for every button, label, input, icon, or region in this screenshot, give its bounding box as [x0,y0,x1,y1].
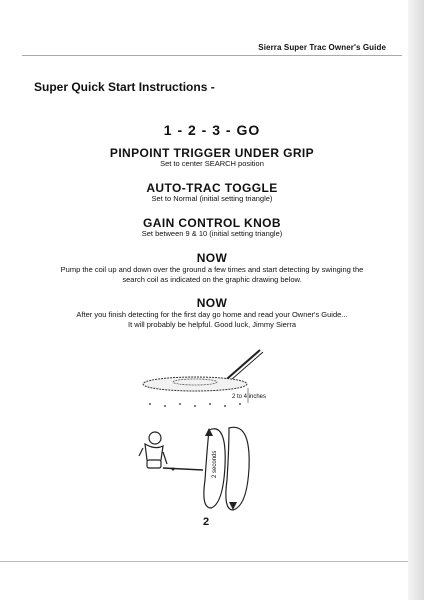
step-3-title: GAIN CONTROL KNOB [143,216,281,230]
guide-header: Sierra Super Trac Owner's Guide [258,43,386,52]
ground-dots [149,403,241,407]
sweep-illustration [125,420,285,512]
height-label: 2 to 4 inches [232,394,267,400]
sweep-path-outer [226,427,249,510]
sweep-shaft [163,468,203,470]
step-2-title: AUTO-TRAC TOGGLE [146,181,278,195]
now-2-line-1: After you finish detecting for the first day go home and read your Owner's Guide... [76,310,348,319]
page-number: 2 [202,516,210,528]
coil-height-illustration [120,340,320,420]
step-3-detail: Set between 9 & 10 (initial setting triangle) [141,229,283,238]
page-edge-shadow [408,0,424,600]
header-divider [22,55,402,56]
operator-figure [139,432,167,468]
tagline: 1 - 2 - 3 - GO [163,122,261,138]
now-heading-2: NOW [196,296,228,310]
step-1-title: PINPOINT TRIGGER UNDER GRIP [109,146,315,160]
sweep-time-label: 2 seconds [212,450,218,478]
now-2-line-2: It will probably be helpful. Good luck, Jimmy Sierra [128,320,296,329]
step-1-detail: Set to center SEARCH position [160,159,264,168]
now-1-line-1: Pump the coil up and down over the ground a few times and start detecting by swinging the [60,265,364,274]
step-2-detail: Set to Normal (initial setting triangle) [151,194,273,203]
footer-divider [0,561,424,562]
now-1-line-2: search coil as indicated on the graphic drawing below. [122,275,302,284]
now-heading-1: NOW [196,251,228,265]
page-title: Super Quick Start Instructions - [34,80,215,94]
